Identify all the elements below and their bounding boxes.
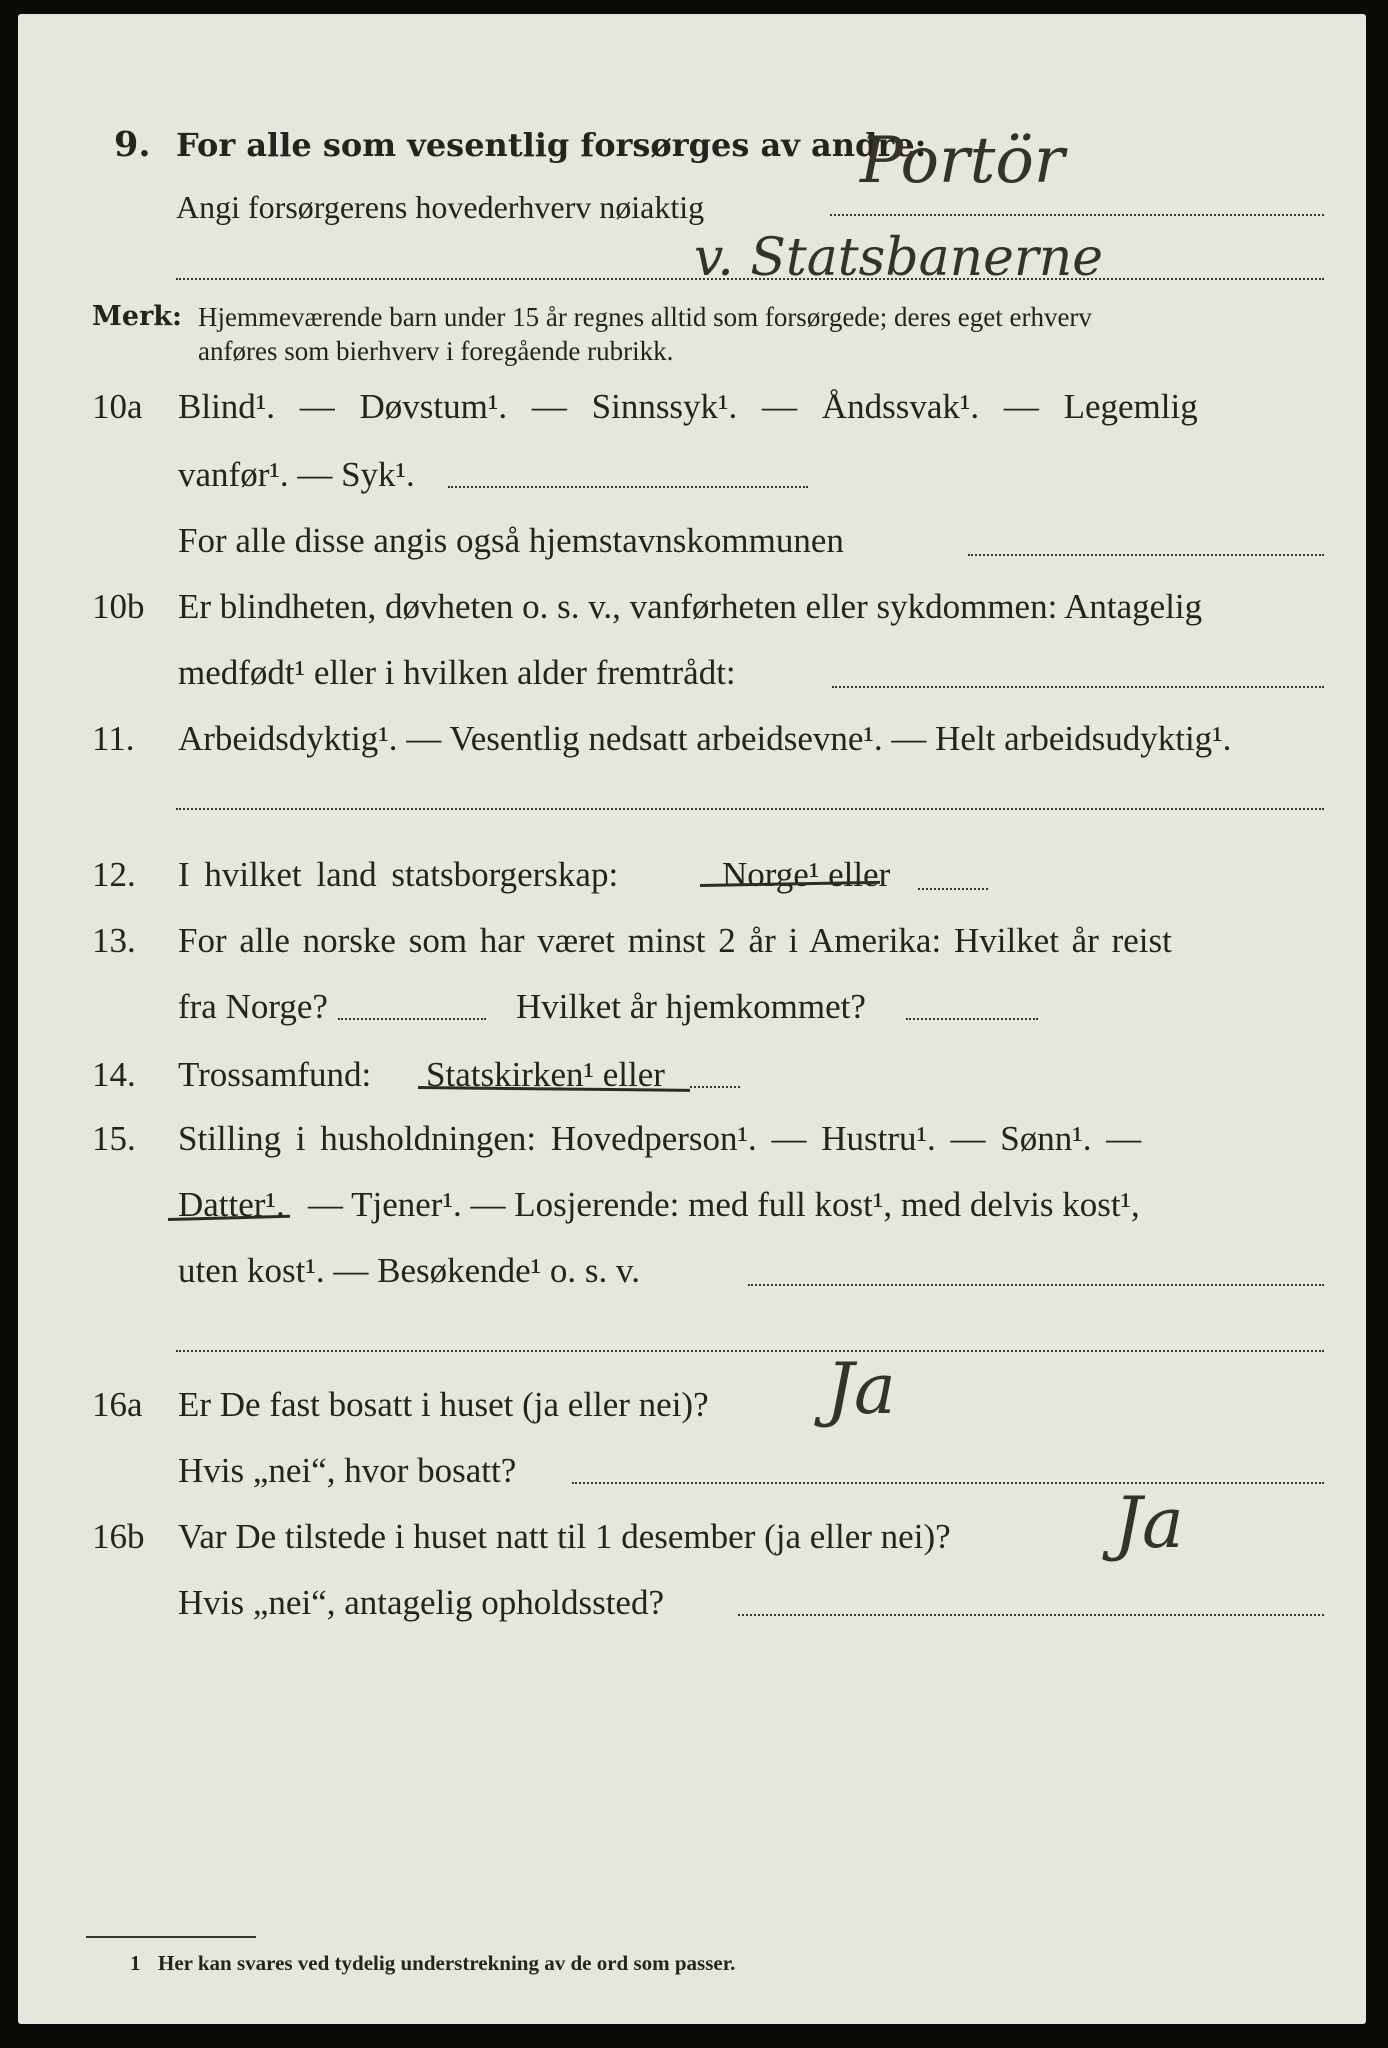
q13-line2a: fra Norge? xyxy=(178,987,328,1026)
q14-answer-line xyxy=(690,1086,740,1088)
q16b-opholdssted-line xyxy=(738,1614,1324,1616)
q12-line1: I hvilket land statsborgerskap: xyxy=(178,855,619,894)
q16a-number: 16a xyxy=(92,1385,143,1424)
q13-reist-line xyxy=(338,1018,486,1020)
q10b-line1: Er blindheten, døvheten o. s. v., vanførheten eller sykdommen: Antagelig xyxy=(178,587,1203,626)
q10b-number: 10b xyxy=(92,587,145,626)
q12-answer-line xyxy=(918,888,988,890)
q10a-number: 10a xyxy=(92,387,143,426)
census-form-page xyxy=(18,14,1366,2024)
q15-number: 15. xyxy=(92,1119,136,1158)
q15-line3: uten kost¹. — Besøkende¹ o. s. v. xyxy=(178,1251,641,1290)
q11-number: 11. xyxy=(92,719,135,758)
q9-handwritten-answer1: Portör xyxy=(860,124,1065,198)
q16a-line1: Er De fast bosatt i huset (ja eller nei)? xyxy=(178,1385,709,1424)
q10b-answer-line xyxy=(832,686,1324,688)
q9-line2: Angi forsørgerens hovederhverv nøiaktig xyxy=(176,189,705,225)
q10a-line2: vanfør¹. — Syk¹. xyxy=(178,455,415,494)
q14-number: 14. xyxy=(92,1055,136,1094)
merk-line1: Hjemmeværende barn under 15 år regnes alltid som forsørgede; deres eget erhverv xyxy=(198,302,1092,332)
q16b-handwritten-answer: Ja xyxy=(1114,1482,1184,1564)
q15-line1: Stilling i husholdningen: Hovedperson¹. — Hustru¹. — Sønn¹. — xyxy=(178,1119,1142,1158)
q11-line1: Arbeidsdyktig¹. — Vesentlig nedsatt arbeidsevne¹. — Helt arbeidsudyktig¹. xyxy=(178,719,1232,758)
q15-line2a: Datter¹. xyxy=(178,1185,285,1224)
merk-label: Merk: xyxy=(92,301,182,332)
q15-line2b: — Tjener¹. — Losjerende: med full kost¹, med delvis kost¹, xyxy=(308,1185,1140,1224)
q16b-number: 16b xyxy=(92,1517,145,1556)
q10a-line1: Blind¹. — Døvstum¹. — Sinnssyk¹. — Åndssvak¹. — Legemlig xyxy=(178,387,1198,426)
footnote-rule xyxy=(86,1936,256,1938)
footnote-text: Her kan svares ved tydelig understrekning av de ord som passer. xyxy=(158,1951,736,1975)
q12-number: 12. xyxy=(92,855,136,894)
q16a-bosatt-line xyxy=(572,1482,1324,1484)
q16b-line1: Var De tilstede i huset natt til 1 desember (ja eller nei)? xyxy=(178,1517,951,1556)
q13-number: 13. xyxy=(92,921,136,960)
q10a-hjemstavn-line xyxy=(968,554,1324,556)
q12-answer: Norge¹ eller xyxy=(722,855,891,894)
q13-line1: For alle norske som har været minst 2 år i Amerika: Hvilket år reist xyxy=(178,921,1172,960)
q13-line2b: Hvilket år hjemkommet? xyxy=(516,987,866,1026)
q10a-answer-line xyxy=(448,486,808,488)
footnote-mark: 1 xyxy=(130,1951,141,1975)
q16b-line2: Hvis „nei“, antagelig opholdssted? xyxy=(178,1583,664,1622)
q16a-handwritten-answer: Ja xyxy=(826,1348,896,1430)
q14-answer: Statskirken¹ eller xyxy=(426,1055,665,1094)
q11-answer-line xyxy=(176,808,1324,810)
q9-number: 9. xyxy=(114,124,151,165)
q9-handwritten-answer2: v. Statsbanerne xyxy=(694,228,1104,288)
q15-answer-line2 xyxy=(176,1350,1324,1352)
q15-answer-line1 xyxy=(748,1284,1324,1286)
merk-line2: anføres som bierhverv i foregående rubrikk. xyxy=(198,336,674,366)
q14-line1: Trossamfund: xyxy=(178,1055,372,1094)
q10a-line3: For alle disse angis også hjemstavnskommunen xyxy=(178,521,844,560)
q9-line1: For alle som vesentlig forsørges av andre: xyxy=(176,126,927,164)
q9-answer-line1 xyxy=(830,214,1324,216)
q16a-line2: Hvis „nei“, hvor bosatt? xyxy=(178,1451,517,1490)
q10b-line2: medfødt¹ eller i hvilken alder fremtrådt: xyxy=(178,653,736,692)
q13-hjemkommet-line xyxy=(906,1018,1038,1020)
